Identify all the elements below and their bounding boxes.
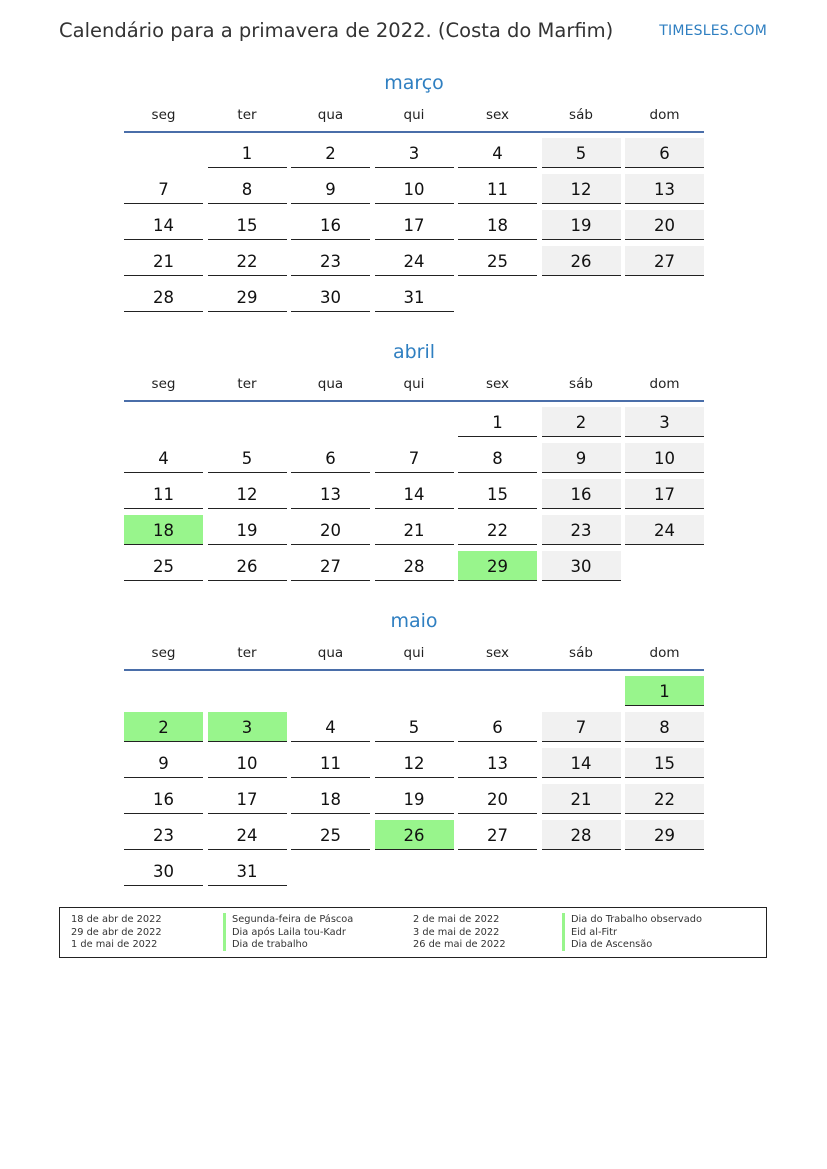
legend-holiday-name: Dia após Laila tou-Kadr xyxy=(223,926,346,939)
weekday-label: sex xyxy=(485,376,510,392)
day-cell: 6 xyxy=(291,443,370,473)
day-cell: 17 xyxy=(375,210,454,240)
legend-holiday-name: Eid al-Fitr xyxy=(562,926,617,939)
day-cell: 22 xyxy=(625,784,704,814)
empty-day-cell xyxy=(458,856,537,886)
legend-date: 3 de mai de 2022 xyxy=(413,927,500,938)
legend-date: 1 de mai de 2022 xyxy=(71,939,158,950)
day-cell: 24 xyxy=(375,246,454,276)
day-cell: 19 xyxy=(542,210,621,240)
day-cell: 14 xyxy=(375,479,454,509)
empty-day-cell xyxy=(291,676,370,706)
week-row xyxy=(124,707,704,743)
day-cell: 22 xyxy=(458,515,537,545)
week-row xyxy=(124,402,704,438)
day-cell: 9 xyxy=(124,748,203,778)
day-cell: 4 xyxy=(291,712,370,742)
day-cell: 4 xyxy=(458,138,537,168)
week-row xyxy=(124,779,704,815)
legend-date: 29 de abr de 2022 xyxy=(71,927,162,938)
day-cell: 16 xyxy=(542,479,621,509)
empty-day-cell xyxy=(625,282,704,312)
day-cell: 10 xyxy=(208,748,287,778)
day-cell: 14 xyxy=(124,210,203,240)
weekday-label: qui xyxy=(403,645,425,661)
holiday-legend xyxy=(59,907,767,958)
day-cell: 26 xyxy=(542,246,621,276)
day-cell: 2 xyxy=(291,138,370,168)
holiday-day-cell: 3 xyxy=(208,712,287,742)
day-cell: 11 xyxy=(124,479,203,509)
day-cell: 18 xyxy=(291,784,370,814)
empty-day-cell xyxy=(124,407,203,437)
day-cell: 20 xyxy=(291,515,370,545)
day-cell: 20 xyxy=(458,784,537,814)
day-cell: 21 xyxy=(542,784,621,814)
day-cell: 27 xyxy=(625,246,704,276)
weekday-label: seg xyxy=(151,376,176,392)
day-cell: 11 xyxy=(291,748,370,778)
day-cell: 30 xyxy=(291,282,370,312)
day-cell: 13 xyxy=(458,748,537,778)
day-cell: 2 xyxy=(542,407,621,437)
weekday-label: sex xyxy=(485,645,510,661)
day-cell: 13 xyxy=(291,479,370,509)
day-cell: 5 xyxy=(208,443,287,473)
day-cell: 22 xyxy=(208,246,287,276)
week-row xyxy=(124,851,704,887)
legend-date: 26 de mai de 2022 xyxy=(413,939,506,950)
weekday-label: sáb xyxy=(569,645,593,661)
week-row xyxy=(124,546,704,582)
day-cell: 24 xyxy=(208,820,287,850)
legend-holiday-name: Dia de trabalho xyxy=(223,938,308,951)
weekday-label: qui xyxy=(403,107,425,123)
day-cell: 20 xyxy=(625,210,704,240)
day-cell: 13 xyxy=(625,174,704,204)
brand-link[interactable]: TIMESLES.COM xyxy=(659,23,767,39)
day-cell: 18 xyxy=(458,210,537,240)
day-cell: 5 xyxy=(375,712,454,742)
week-row xyxy=(124,743,704,779)
weekday-label: qua xyxy=(317,376,344,392)
weekday-label: seg xyxy=(151,107,176,123)
day-cell: 6 xyxy=(458,712,537,742)
weekday-label: seg xyxy=(151,645,176,661)
day-cell: 14 xyxy=(542,748,621,778)
weekday-label: qui xyxy=(403,376,425,392)
day-cell: 17 xyxy=(208,784,287,814)
legend-holiday-name: Dia de Ascensão xyxy=(562,938,652,951)
day-cell: 27 xyxy=(291,551,370,581)
day-cell: 29 xyxy=(208,282,287,312)
weekday-label: dom xyxy=(649,107,680,123)
day-cell: 12 xyxy=(208,479,287,509)
week-row xyxy=(124,133,704,169)
week-row xyxy=(124,438,704,474)
holiday-day-cell: 26 xyxy=(375,820,454,850)
day-cell: 17 xyxy=(625,479,704,509)
day-cell: 3 xyxy=(375,138,454,168)
legend-holiday-name: Dia do Trabalho observado xyxy=(562,913,702,926)
empty-day-cell xyxy=(542,676,621,706)
week-row xyxy=(124,671,704,707)
month-name: abril xyxy=(392,341,436,363)
day-cell: 5 xyxy=(542,138,621,168)
weekday-label: sáb xyxy=(569,107,593,123)
week-row xyxy=(124,474,704,510)
month-name: março xyxy=(384,72,444,94)
day-cell: 12 xyxy=(542,174,621,204)
empty-day-cell xyxy=(208,407,287,437)
weekday-header xyxy=(124,97,704,133)
day-cell: 11 xyxy=(458,174,537,204)
day-cell: 23 xyxy=(291,246,370,276)
day-cell: 31 xyxy=(208,856,287,886)
week-row xyxy=(124,510,704,546)
day-cell: 25 xyxy=(458,246,537,276)
day-cell: 1 xyxy=(208,138,287,168)
empty-day-cell xyxy=(458,282,537,312)
month-1 xyxy=(124,338,704,582)
empty-day-cell xyxy=(375,676,454,706)
weekday-label: sex xyxy=(485,107,510,123)
week-row xyxy=(124,205,704,241)
day-cell: 24 xyxy=(625,515,704,545)
day-cell: 12 xyxy=(375,748,454,778)
day-cell: 16 xyxy=(124,784,203,814)
day-cell: 15 xyxy=(458,479,537,509)
month-0 xyxy=(124,69,704,313)
day-cell: 3 xyxy=(625,407,704,437)
week-row xyxy=(124,277,704,313)
empty-day-cell xyxy=(291,856,370,886)
empty-day-cell xyxy=(458,676,537,706)
day-cell: 26 xyxy=(208,551,287,581)
day-cell: 23 xyxy=(124,820,203,850)
week-row xyxy=(124,169,704,205)
empty-day-cell xyxy=(124,676,203,706)
month-2 xyxy=(124,607,704,887)
empty-day-cell xyxy=(542,856,621,886)
day-cell: 23 xyxy=(542,515,621,545)
weekday-label: qua xyxy=(317,107,344,123)
weekday-label: ter xyxy=(237,107,257,123)
day-cell: 27 xyxy=(458,820,537,850)
day-cell: 21 xyxy=(124,246,203,276)
day-cell: 6 xyxy=(625,138,704,168)
day-cell: 28 xyxy=(375,551,454,581)
holiday-day-cell: 1 xyxy=(625,676,704,706)
empty-day-cell xyxy=(124,138,203,168)
weekday-label: dom xyxy=(649,376,680,392)
day-cell: 16 xyxy=(291,210,370,240)
day-cell: 21 xyxy=(375,515,454,545)
day-cell: 25 xyxy=(291,820,370,850)
month-name: maio xyxy=(390,610,438,632)
legend-holiday-name: Segunda-feira de Páscoa xyxy=(223,913,353,926)
day-cell: 8 xyxy=(208,174,287,204)
week-row xyxy=(124,815,704,851)
day-cell: 7 xyxy=(375,443,454,473)
weekday-label: ter xyxy=(237,376,257,392)
empty-day-cell xyxy=(375,407,454,437)
empty-day-cell xyxy=(208,676,287,706)
day-cell: 7 xyxy=(124,174,203,204)
day-cell: 15 xyxy=(208,210,287,240)
day-cell: 15 xyxy=(625,748,704,778)
day-cell: 10 xyxy=(375,174,454,204)
day-cell: 9 xyxy=(291,174,370,204)
holiday-day-cell: 29 xyxy=(458,551,537,581)
holiday-day-cell: 18 xyxy=(124,515,203,545)
day-cell: 30 xyxy=(542,551,621,581)
day-cell: 10 xyxy=(625,443,704,473)
day-cell: 28 xyxy=(542,820,621,850)
day-cell: 28 xyxy=(124,282,203,312)
legend-date: 18 de abr de 2022 xyxy=(71,914,162,925)
day-cell: 25 xyxy=(124,551,203,581)
week-row xyxy=(124,241,704,277)
empty-day-cell xyxy=(625,551,704,581)
empty-day-cell xyxy=(291,407,370,437)
weekday-label: ter xyxy=(237,645,257,661)
empty-day-cell xyxy=(625,856,704,886)
empty-day-cell xyxy=(542,282,621,312)
page-title: Calendário para a primavera de 2022. (Costa do Marfim) xyxy=(59,19,614,42)
day-cell: 31 xyxy=(375,282,454,312)
day-cell: 7 xyxy=(542,712,621,742)
day-cell: 19 xyxy=(375,784,454,814)
weekday-header xyxy=(124,366,704,402)
weekday-label: dom xyxy=(649,645,680,661)
day-cell: 8 xyxy=(458,443,537,473)
holiday-day-cell: 2 xyxy=(124,712,203,742)
legend-date: 2 de mai de 2022 xyxy=(413,914,500,925)
day-cell: 19 xyxy=(208,515,287,545)
day-cell: 8 xyxy=(625,712,704,742)
weekday-label: sáb xyxy=(569,376,593,392)
day-cell: 4 xyxy=(124,443,203,473)
weekday-header xyxy=(124,635,704,671)
day-cell: 29 xyxy=(625,820,704,850)
day-cell: 30 xyxy=(124,856,203,886)
day-cell: 1 xyxy=(458,407,537,437)
day-cell: 9 xyxy=(542,443,621,473)
weekday-label: qua xyxy=(317,645,344,661)
empty-day-cell xyxy=(375,856,454,886)
